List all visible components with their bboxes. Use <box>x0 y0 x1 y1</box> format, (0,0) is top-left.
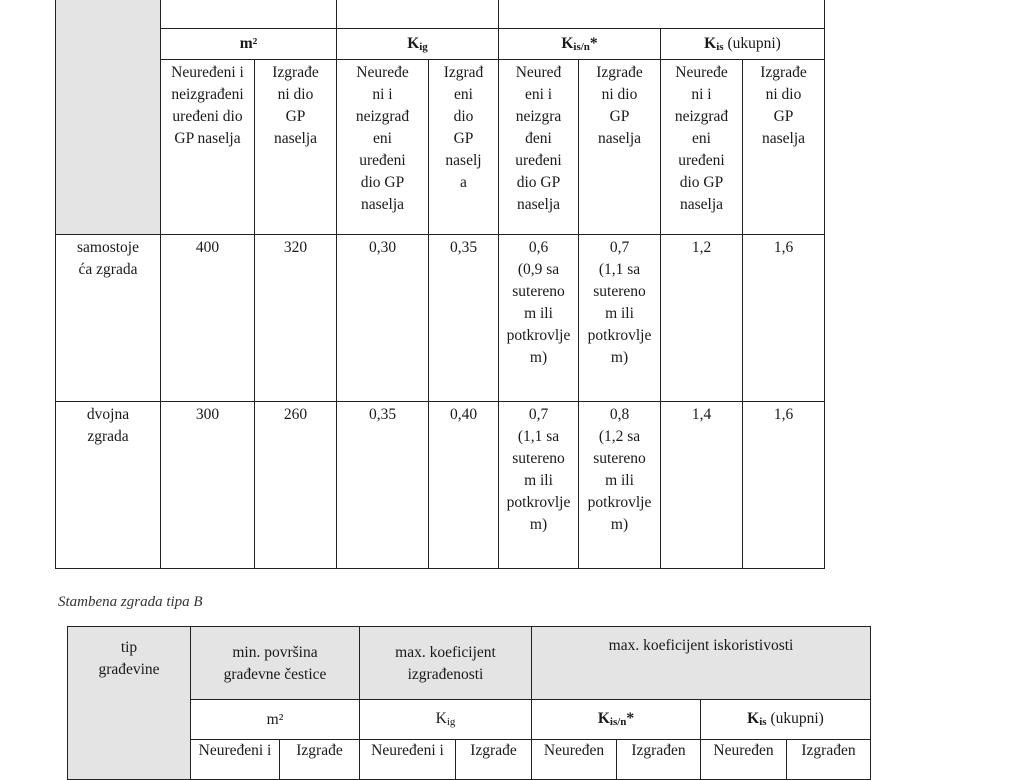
row-label: samostoje ća zgrada <box>56 235 161 402</box>
header-neuredeni-1: Neuređeni i neizgrađeni uređeni dio GP naselja <box>161 60 255 235</box>
max-kig-header: max. koeficijent izgrađenosti <box>360 627 532 700</box>
table-cell: 0,35 <box>429 235 499 402</box>
header-izgradeni-4: Izgrađe ni dio GP naselja <box>743 60 825 235</box>
header-neuredeni-3: Neuređ eni i neizgra đeni uređeni dio GP naselja <box>499 60 579 235</box>
kis-header: Kis (ukupni) <box>661 29 825 60</box>
table-cell: 0,35 <box>337 402 429 569</box>
header-neuredeni-2: Neuređe ni i neizgrađ eni uređeni dio GP naselja <box>337 60 429 235</box>
table-row <box>56 235 825 402</box>
header-izgradeni-3: Izgrađe ni dio GP naselja <box>579 60 661 235</box>
row-label: dvojna zgrada <box>56 402 161 569</box>
table-cell: 0,7 (1,1 sa sutereno m ili potkrovlje m) <box>579 235 661 402</box>
building-params-table-a <box>55 0 825 569</box>
subheader-cell: Izgrađen <box>617 740 701 780</box>
table-cell: 0,30 <box>337 235 429 402</box>
kis-top-cell <box>499 0 825 29</box>
unit-m2-header: m² <box>191 700 360 740</box>
header-neuredeni-4: Neuređe ni i neizgrađ eni uređeni dio GP naselja <box>661 60 743 235</box>
subheader-cell: Neuređeni i <box>191 740 280 780</box>
subheader-cell: Izgrađe <box>456 740 532 780</box>
kig-header: Kig <box>360 700 532 740</box>
subheader-cell: Neuređen <box>532 740 617 780</box>
table-cell: 1,6 <box>743 235 825 402</box>
table-cell: 300 <box>161 402 255 569</box>
subheader-cell: Izgrađen <box>787 740 871 780</box>
kig-top-cell <box>337 0 499 29</box>
table-cell: 0,6 (0,9 sa sutereno m ili potkrovlje m) <box>499 235 579 402</box>
max-kis-header: max. koeficijent iskoristivosti <box>532 627 871 700</box>
table-row <box>56 402 825 569</box>
kig-header: Kig <box>337 29 499 60</box>
unit-m2-header: m² <box>161 29 337 60</box>
kisn-header: Kis/n* <box>532 700 701 740</box>
header-izgradeni-2: Izgrađ eni dio GP naselj a <box>429 60 499 235</box>
table-cell: 1,4 <box>661 402 743 569</box>
table-cell: 260 <box>255 402 337 569</box>
tip-header-cell <box>56 0 161 235</box>
tip-gradevine-header: tip građevine <box>68 627 191 780</box>
table-cell: 1,2 <box>661 235 743 402</box>
building-params-table-b <box>67 626 871 780</box>
table-cell: 320 <box>255 235 337 402</box>
table-cell: 400 <box>161 235 255 402</box>
subheader-cell: Neuređen <box>701 740 787 780</box>
table-cell: 1,6 <box>743 402 825 569</box>
table-cell: 0,8 (1,2 sa sutereno m ili potkrovlje m) <box>579 402 661 569</box>
header-izgradeni-1: Izgrađe ni dio GP naselja <box>255 60 337 235</box>
area-top-cell <box>161 0 337 29</box>
subheader-cell: Neuređeni i <box>360 740 456 780</box>
table-caption: Stambena zgrada tipa B <box>58 594 203 610</box>
table-cell: 0,40 <box>429 402 499 569</box>
kis-header: Kis (ukupni) <box>701 700 871 740</box>
subheader-cell: Izgrađe <box>280 740 360 780</box>
kisn-header: Kis/n* <box>499 29 661 60</box>
min-area-header: min. površina građevne čestice <box>191 627 360 700</box>
table-cell: 0,7 (1,1 sa sutereno m ili potkrovlje m) <box>499 402 579 569</box>
